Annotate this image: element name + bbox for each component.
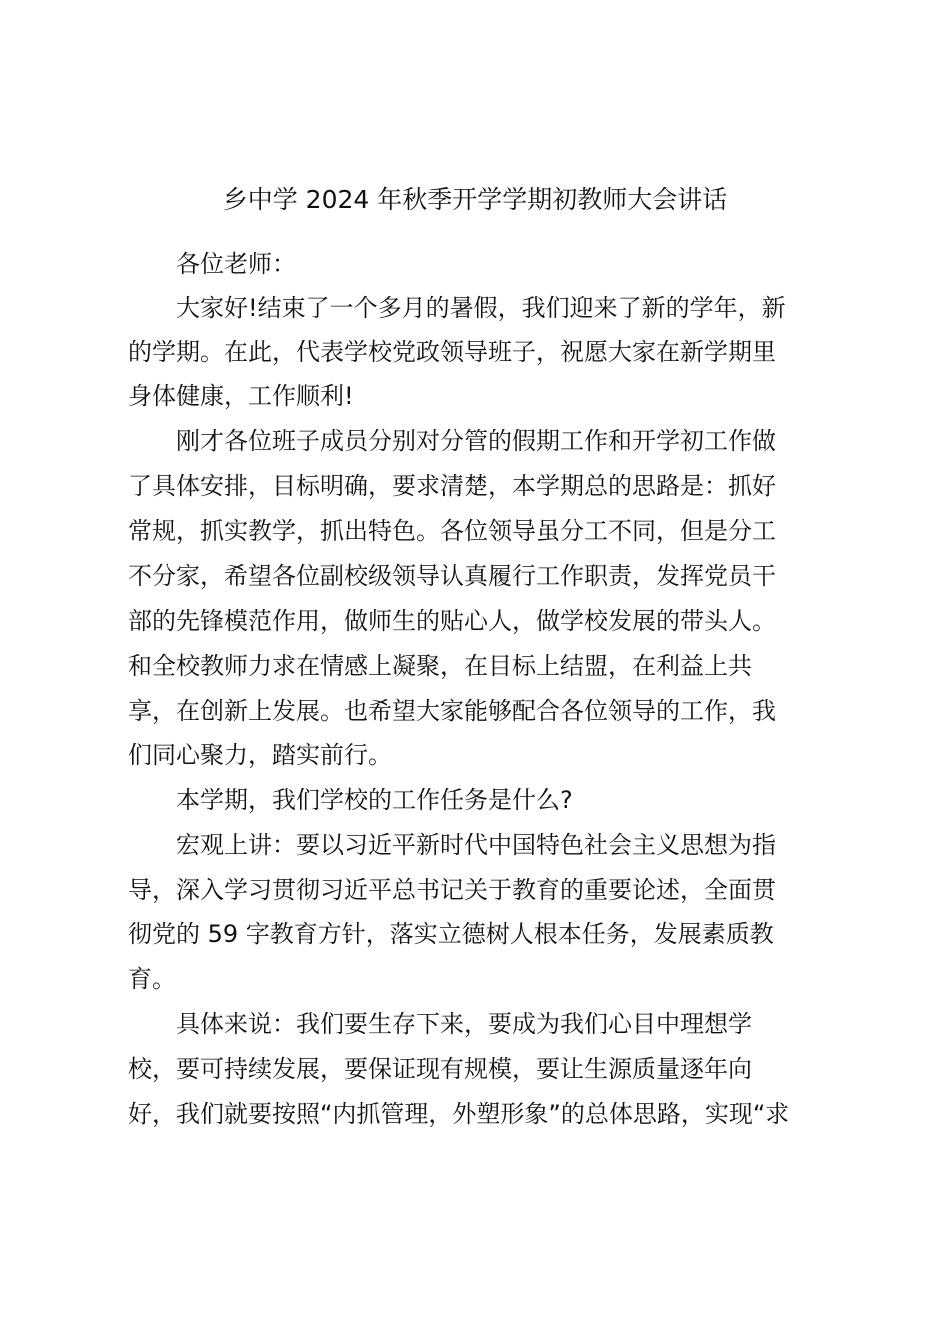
paragraph-line: 刚才各位班子成员分别对分管的假期工作和开学初工作做	[176, 427, 776, 455]
paragraph-line: 常规，抓实教学，抓出特色。各位领导虽分工不同，但是分工	[128, 517, 776, 545]
salutation-line: 各位老师：	[176, 250, 296, 278]
paragraph-line: 彻党的 59 字教育方针，落实立德树人根本任务，发展素质教	[128, 920, 774, 948]
paragraph-line: 宏观上讲：要以习近平新时代中国特色社会主义思想为指	[176, 831, 776, 859]
paragraph-line: 本学期，我们学校的工作任务是什么?	[176, 786, 573, 814]
paragraph-line: 身体健康，工作顺利!	[128, 382, 354, 410]
document-title: 乡中学 2024 年秋季开学学期初教师大会讲话	[222, 185, 728, 214]
paragraph-line: 好，我们就要按照“内抓管理，外塑形象”的总体思路，实现“求	[128, 1100, 790, 1128]
paragraph-line: 大家好!结束了一个多月的暑假，我们迎来了新的学年，新	[176, 294, 786, 322]
paragraph-line: 们同心聚力，踏实前行。	[128, 741, 392, 769]
paragraph-line: 和全校教师力求在情感上凝聚，在目标上结盟，在利益上共	[128, 652, 752, 680]
paragraph-line: 了具体安排，目标明确，要求清楚，本学期总的思路是：抓好	[128, 472, 776, 500]
paragraph-line: 部的先锋模范作用，做师生的贴心人，做学校发展的带头人。	[128, 607, 776, 635]
paragraph-line: 的学期。在此，代表学校党政领导班子，祝愿大家在新学期里	[128, 338, 776, 366]
paragraph-line: 育。	[128, 965, 176, 993]
paragraph-line: 不分家，希望各位副校级领导认真履行工作职责，发挥党员干	[128, 562, 776, 590]
paragraph-line: 导，深入学习贯彻习近平总书记关于教育的重要论述，全面贯	[128, 876, 776, 904]
paragraph-line: 具体来说：我们要生存下来，要成为我们心目中理想学	[176, 1010, 752, 1038]
paragraph-line: 校，要可持续发展，要保证现有规模，要让生源质量逐年向	[128, 1055, 752, 1083]
paragraph-line: 享，在创新上发展。也希望大家能够配合各位领导的工作，我	[128, 697, 776, 725]
